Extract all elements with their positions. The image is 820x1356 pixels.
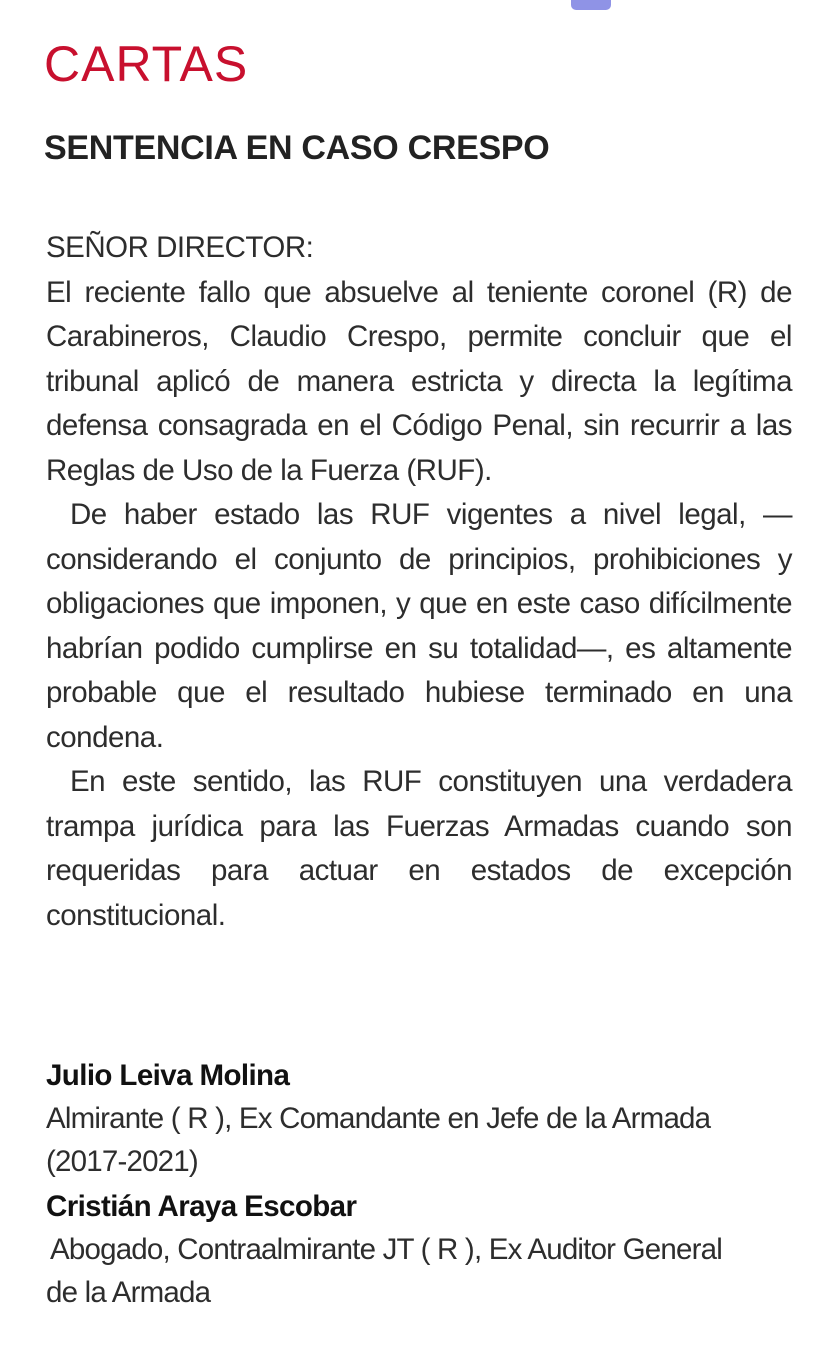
letter-paragraph-2: De haber estado las RUF vigentes a nivel legal, —considerando el conjunto de principios, prohibiciones y obligaciones que imponen, y que en este caso difícilmente habrían podido cumplirse en su totalidad—, es altamente probable que el resultado hubiese terminado en una condena. [46, 498, 792, 754]
letter-paragraph-3: En este sentido, las RUF constituyen una verdadera trampa jurídica para las Fuerzas Armadas cuando son requeridas para actuar en estados de excepción constitucional. [46, 765, 792, 932]
signer-block-2 [46, 1185, 792, 1314]
signer-block-1 [46, 1054, 792, 1183]
letter-body [46, 226, 792, 938]
section-label: CARTAS [44, 36, 249, 92]
signatures [46, 1054, 792, 1316]
signer-title-1: Almirante ( R ), Ex Comandante en Jefe de la Armada (2017-2021) [46, 1102, 711, 1178]
signer-title-2: Abogado, Contraalmirante JT ( R ), Ex Auditor General de la Armada [46, 1233, 722, 1309]
letter-paragraph-1: El reciente fallo que absuelve al teniente coronel (R) de Carabineros, Claudio Crespo, permite concluir que el tribunal aplicó de manera estricta y directa la legítima defensa consagrada en el Código Penal, sin recurrir a las Reglas de Uso de la Fuerza (RUF). [46, 275, 792, 487]
top-tab-indicator [571, 0, 611, 10]
signer-name-2: Cristián Araya Escobar [46, 1190, 357, 1223]
letter-headline: SENTENCIA EN CASO CRESPO [44, 129, 550, 167]
signer-name-1: Julio Leiva Molina [46, 1059, 290, 1092]
salutation: SEÑOR DIRECTOR: [46, 231, 314, 264]
